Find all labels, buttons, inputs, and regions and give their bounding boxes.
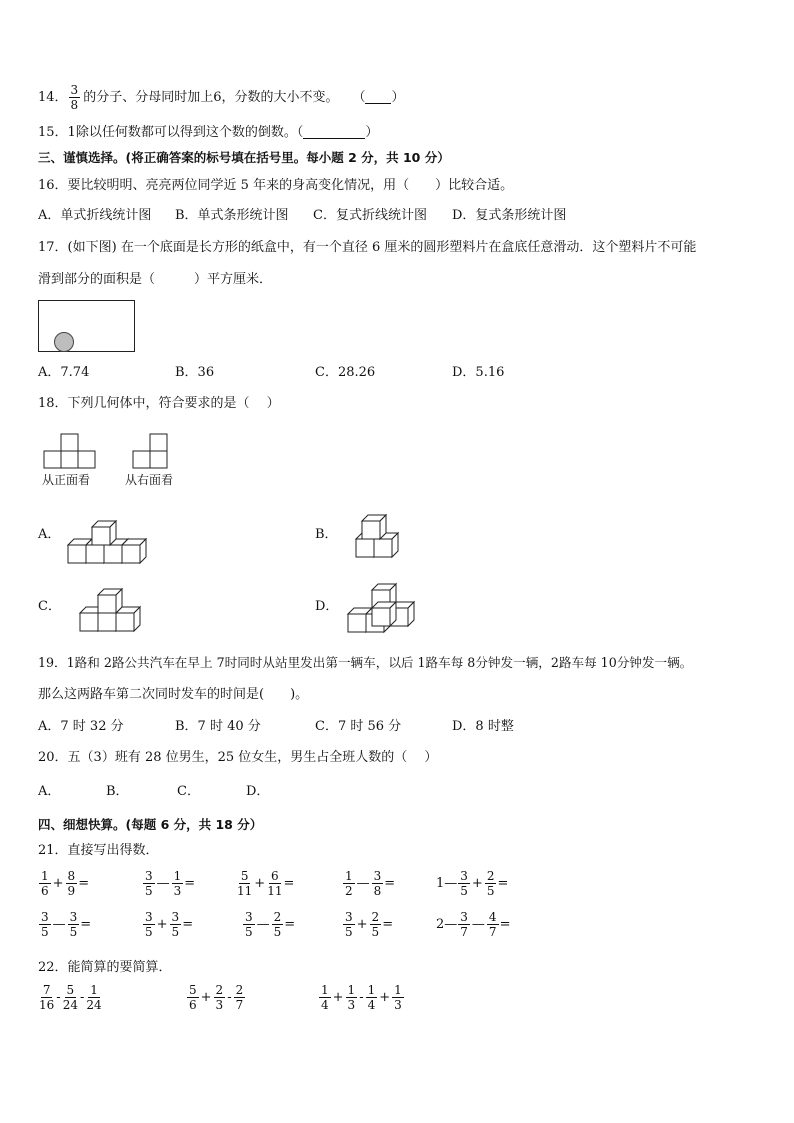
question-17-line-1: 17．(如下图) 在一个底面是长方形的纸盒中，有一个直径 6 厘米的圆形塑料片在盒底任意滑动．这个塑料片不可能 xyxy=(38,240,697,255)
question-19-line-2: 那么这两路车第二次同时发车的时间是( )。 xyxy=(38,687,309,702)
q21-expr: $\frac{3}{5}$ + $\frac{2}{5}$ = xyxy=(345,910,394,939)
q16-option-a[interactable]: A．单式折线统计图 xyxy=(38,208,152,223)
question-20: 20．五（3）班有 28 位男生，25 位女生，男生占全班人数的（ ） xyxy=(38,750,438,765)
q18-option-c-label[interactable]: C． xyxy=(38,599,61,614)
q14-text: 的分子、分母同时加上6，分数的大小不变。 xyxy=(83,90,339,105)
front-view-square xyxy=(78,451,95,468)
q21-expr: $\frac{1}{6}$ + $\frac{8}{9}$ = xyxy=(41,869,90,898)
q21-expr: 2— $\frac{3}{7}$ — $\frac{4}{7}$ = xyxy=(436,910,511,939)
q21-expr: $\frac{5}{11}$ + $\frac{6}{11}$ = xyxy=(237,869,295,898)
q20-option-d[interactable]: D． xyxy=(246,784,270,799)
q16-option-d[interactable]: D．复式条形统计图 xyxy=(452,208,567,223)
q19-option-c[interactable]: C．7 时 56 分 xyxy=(315,719,402,734)
q17-option-d[interactable]: D．5.16 xyxy=(452,365,505,380)
q18-option-a-figure xyxy=(68,513,158,559)
front-view-square xyxy=(61,451,78,468)
q18-right-view-figure xyxy=(133,434,173,470)
q21-expr: $\frac{3}{5}$ + $\frac{3}{5}$ = xyxy=(145,910,194,939)
question-17-line-2: 滑到部分的面积是（ ）平方厘米． xyxy=(38,272,273,287)
question-18: 18．下列几何体中，符合要求的是（ ） xyxy=(38,396,280,411)
front-view-square xyxy=(44,451,61,468)
q21-expr: $\frac{3}{5}$ — $\frac{1}{3}$ = xyxy=(145,869,196,898)
q16-option-c[interactable]: C．复式折线统计图 xyxy=(313,208,427,223)
q17-option-c[interactable]: C．28.26 xyxy=(315,365,376,380)
q20-option-c[interactable]: C． xyxy=(177,784,200,799)
cube xyxy=(98,589,122,613)
cube xyxy=(92,521,116,545)
section-4-title: 四、细想快算。(每题 6 分，共 18 分） xyxy=(38,817,263,832)
q17-box-figure xyxy=(38,300,136,354)
q21-expr: $\frac{3}{5}$ — $\frac{3}{5}$ = xyxy=(41,910,92,939)
right-view-square xyxy=(150,434,167,451)
right-view-square xyxy=(150,451,167,468)
q18-right-view-label: 从右面看 xyxy=(125,473,174,487)
q18-option-b-label[interactable]: B． xyxy=(315,527,338,542)
question-21: 21．直接写出得数． xyxy=(38,843,159,858)
cube xyxy=(116,607,140,631)
q17-option-b[interactable]: B．36 xyxy=(175,365,215,380)
q17-option-a[interactable]: A．7.74 xyxy=(38,365,90,380)
q18-option-d-label[interactable]: D． xyxy=(315,599,339,614)
question-15: 15．1除以任何数都可以得到这个数的倒数。（ ） xyxy=(38,125,379,140)
q19-option-a[interactable]: A．7 时 32 分 xyxy=(38,719,124,734)
q18-front-view-figure xyxy=(44,434,104,470)
q15-answer-blank[interactable] xyxy=(303,126,365,139)
q19-option-b[interactable]: B．7 时 40 分 xyxy=(175,719,261,734)
q18-option-d-figure xyxy=(348,582,420,634)
q22-expr-1: $\frac{7}{16}$ - $\frac{5}{24}$ - $\frac{1}{24}$ xyxy=(39,983,102,1012)
question-19-line-1: 19．1路和 2路公共汽车在早上 7时同时从站里发出第一辆车，以后 1路车每 8分钟发一辆，2路车每 10分钟发一辆。 xyxy=(38,655,693,670)
cube xyxy=(372,602,396,626)
q18-option-b-figure xyxy=(356,513,406,559)
q14-fraction: $\frac{3}{8}$ xyxy=(70,83,79,112)
q20-option-a[interactable]: A． xyxy=(38,784,61,799)
question-16: 16．要比较明明、亮亮两位同学近 5 年来的身高变化情况，用（ ）比较合适。 xyxy=(38,178,514,193)
q21-expr: $\frac{1}{2}$ — $\frac{3}{8}$ = xyxy=(345,869,396,898)
question-14: 14． $\frac{3}{8}$ 的分子、分母同时加上6，分数的大小不变。 （ ） xyxy=(38,83,405,112)
section-3-title: 三、谨慎选择。(将正确答案的标号填在括号里。每小题 2 分，共 10 分） xyxy=(38,150,450,165)
q14-answer-blank[interactable] xyxy=(365,91,391,104)
front-view-square xyxy=(61,434,78,451)
q18-option-a-label[interactable]: A． xyxy=(38,527,61,542)
q16-option-b[interactable]: B．单式条形统计图 xyxy=(175,208,289,223)
q14-number: 14． xyxy=(38,90,68,105)
q22-expr-2: $\frac{5}{6}$ + $\frac{2}{3}$ - $\frac{2}{7}$ xyxy=(189,983,244,1012)
question-22: 22．能简算的要简算． xyxy=(38,960,172,975)
q21-expr: $\frac{3}{5}$ — $\frac{2}{5}$ = xyxy=(245,910,296,939)
q22-expr-3: $\frac{1}{4}$ + $\frac{1}{3}$ - $\frac{1}{4}$ + $\frac{1}{3}$ xyxy=(321,983,402,1012)
q19-option-d[interactable]: D．8 时整 xyxy=(452,719,514,734)
q21-expr: 1— $\frac{3}{5}$ + $\frac{2}{5}$ = xyxy=(436,869,509,898)
q18-front-view-label: 从正面看 xyxy=(42,473,91,487)
right-view-square xyxy=(133,451,150,468)
q17-box-rect xyxy=(39,301,135,352)
q17-disc xyxy=(55,333,74,352)
cube xyxy=(362,515,386,539)
cube xyxy=(122,539,146,563)
q20-option-b[interactable]: B． xyxy=(106,784,129,799)
q18-option-c-figure xyxy=(80,585,146,633)
